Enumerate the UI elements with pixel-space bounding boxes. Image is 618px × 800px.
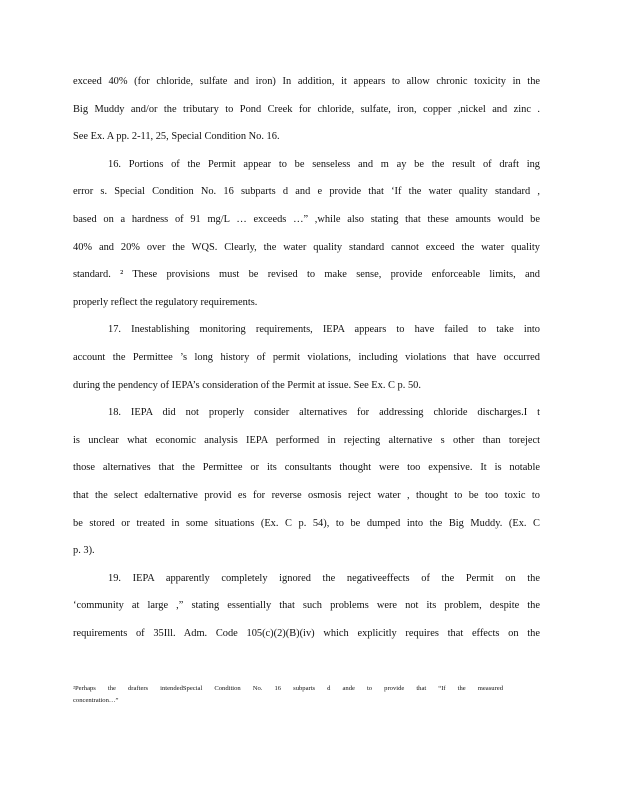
body-line: account the Permittee ’s long history of permit violations, including violations that have occurred xyxy=(73,351,540,363)
body-line: Big Muddy and/or the tributary to Pond Creek for chloride, sulfate, iron, copper ,nickel and zinc . xyxy=(73,103,540,115)
body-line: standard. ² These provisions must be revised to make sense, provide enforceable limits, and xyxy=(73,269,540,281)
footnote-line: concentration…” xyxy=(73,697,119,704)
body-line: those alternatives that the Permittee or its consultants thought were too expensive. It is notable xyxy=(73,462,540,474)
paragraph-18-first-line: 18. IEPA did not properly consider alternatives for addressing chloride discharges.I t xyxy=(108,407,540,419)
body-text xyxy=(73,68,540,647)
body-line: that the select edalternative provid es for reverse osmosis reject water , thought to be too toxic to xyxy=(73,489,540,501)
footnote xyxy=(73,683,503,707)
paragraph-17-first-line: 17. Inestablishing monitoring requirements, IEPA appears to have failed to take into xyxy=(108,324,540,336)
body-line: error s. Special Condition No. 16 subparts d and e provide that ‘If the water quality standard , xyxy=(73,186,540,198)
body-line: p. 3). xyxy=(73,545,95,557)
paragraph-19-first-line: 19. IEPA apparently completely ignored the negativeeffects of the Permit on the xyxy=(108,572,540,584)
body-line: properly reflect the regulatory requirements. xyxy=(73,296,258,308)
paragraph-16-first-line: 16. Portions of the Permit appear to be senseless and m ay be the result of draft ing xyxy=(108,158,540,170)
body-line: exceed 40% (for chloride, sulfate and iron) In addition, it appears to allow chronic toxicity in the xyxy=(73,76,540,87)
body-line: ‘community at large ,” stating essentially that such problems were not its problem, despite the xyxy=(73,600,540,612)
body-line: is unclear what economic analysis IEPA performed in rejecting alternative s other than toreject xyxy=(73,434,540,446)
body-line: requirements of 35Ill. Adm. Code 105(c)(2)(B)(iv) which explicitly requires that effects on the xyxy=(73,627,540,639)
body-line: be stored or treated in some situations (Ex. C p. 54), to be dumped into the Big Muddy. (Ex. C xyxy=(73,517,540,529)
body-line: 40% and 20% over the WQS. Clearly, the water quality standard cannot exceed the water quality xyxy=(73,241,540,253)
body-line: during the pendency of IEPA’s consideration of the Permit at issue. See Ex. C p. 50. xyxy=(73,379,421,391)
body-line: See Ex. A pp. 2-11, 25, Special Condition No. 16. xyxy=(73,131,280,143)
body-line: based on a hardness of 91 mg/L … exceeds …” ,while also stating that these amounts would be xyxy=(73,213,540,225)
footnote-line: ²Perhaps the drafters intendedSpecial Condition No. 16 subparts d ande to provide that “If the measured xyxy=(73,685,503,692)
